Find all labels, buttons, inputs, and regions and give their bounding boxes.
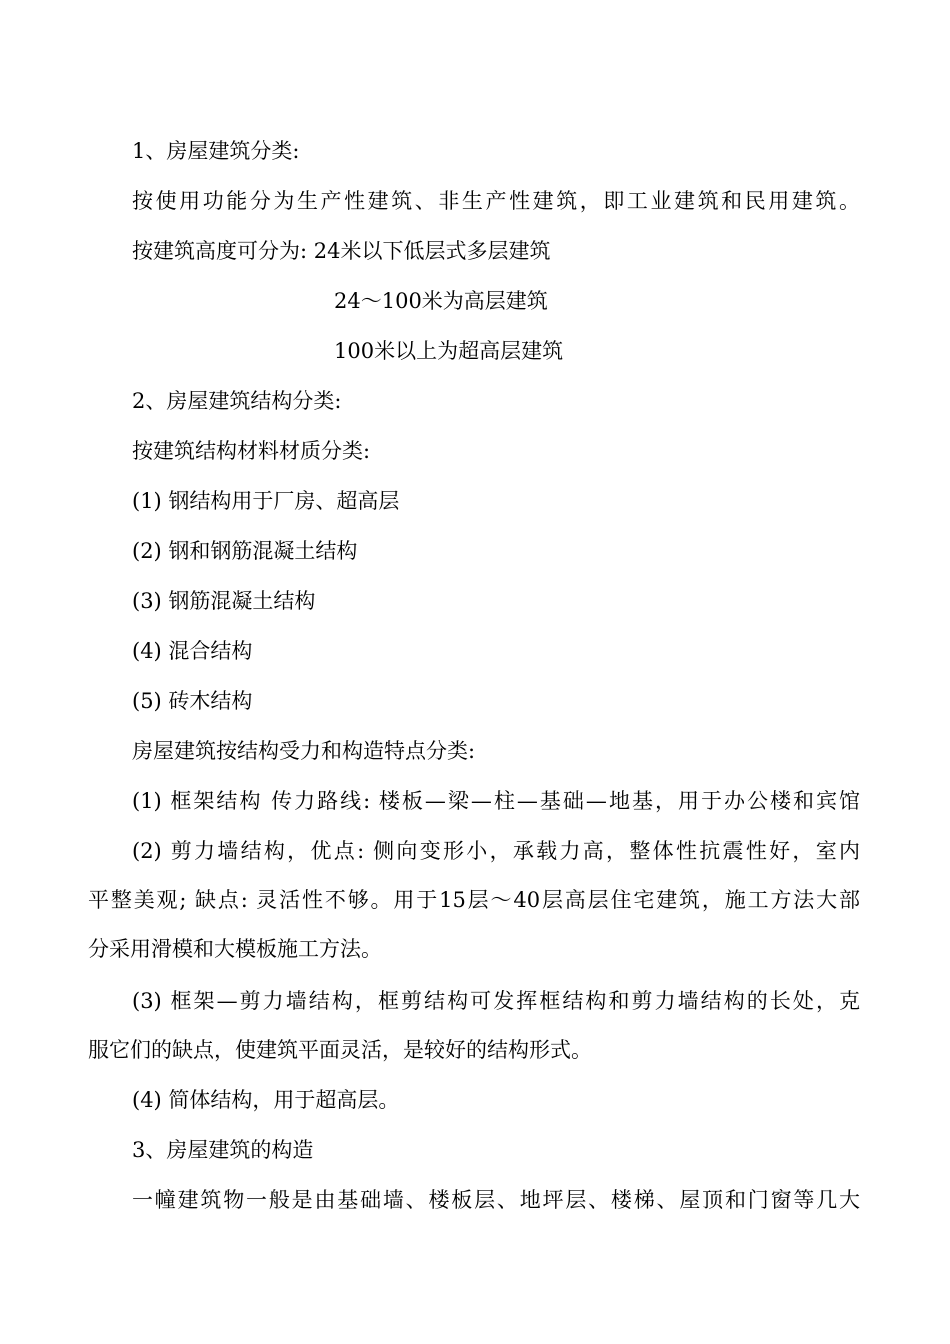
paragraph-line: 100米以上为超高层建筑 bbox=[334, 339, 564, 363]
paragraph-line: 服它们的缺点，使建筑平面灵活，是较好的结构形式。 bbox=[88, 1038, 592, 1062]
heading-3: 3、房屋建筑的构造 bbox=[132, 1138, 314, 1162]
paragraph-line: 24～100米为高层建筑 bbox=[334, 289, 548, 313]
paragraph-line: 房屋建筑按结构受力和构造特点分类: bbox=[132, 739, 476, 763]
list-item: (4) 简体结构，用于超高层。 bbox=[132, 1088, 400, 1112]
list-item: (4) 混合结构 bbox=[132, 639, 253, 663]
paragraph-line: 按建筑结构材料材质分类: bbox=[132, 439, 371, 463]
paragraph-line: 分采用滑模和大模板施工方法。 bbox=[88, 937, 382, 961]
paragraph-line: 平整美观; 缺点: 灵活性不够。用于15层～40层高层住宅建筑，施工方法大部 bbox=[88, 888, 860, 912]
paragraph-line: 按建筑高度可分为: 24米以下低层式多层建筑 bbox=[132, 239, 551, 263]
list-item: (3) 钢筋混凝土结构 bbox=[132, 589, 316, 613]
heading-1: 1、房屋建筑分类: bbox=[132, 139, 300, 163]
heading-2: 2、房屋建筑结构分类: bbox=[132, 389, 342, 413]
paragraph-line: 一幢建筑物一般是由基础墙、楼板层、地坪层、楼梯、屋顶和门窗等几大 bbox=[132, 1188, 860, 1212]
list-item: (5) 砖木结构 bbox=[132, 689, 253, 713]
paragraph-line: 按使用功能分为生产性建筑、非生产性建筑，即工业建筑和民用建筑。 bbox=[132, 189, 860, 213]
list-item: (1) 钢结构用于厂房、超高层 bbox=[132, 489, 400, 513]
list-item: (3) 框架—剪力墙结构，框剪结构可发挥框结构和剪力墙结构的长处，克 bbox=[132, 989, 860, 1013]
list-item: (2) 剪力墙结构，优点: 侧向变形小，承载力高，整体性抗震性好，室内 bbox=[132, 839, 860, 863]
list-item: (1) 框架结构 传力路线: 楼板—梁—柱—基础—地基，用于办公楼和宾馆 bbox=[132, 789, 860, 813]
list-item: (2) 钢和钢筋混凝土结构 bbox=[132, 539, 358, 563]
